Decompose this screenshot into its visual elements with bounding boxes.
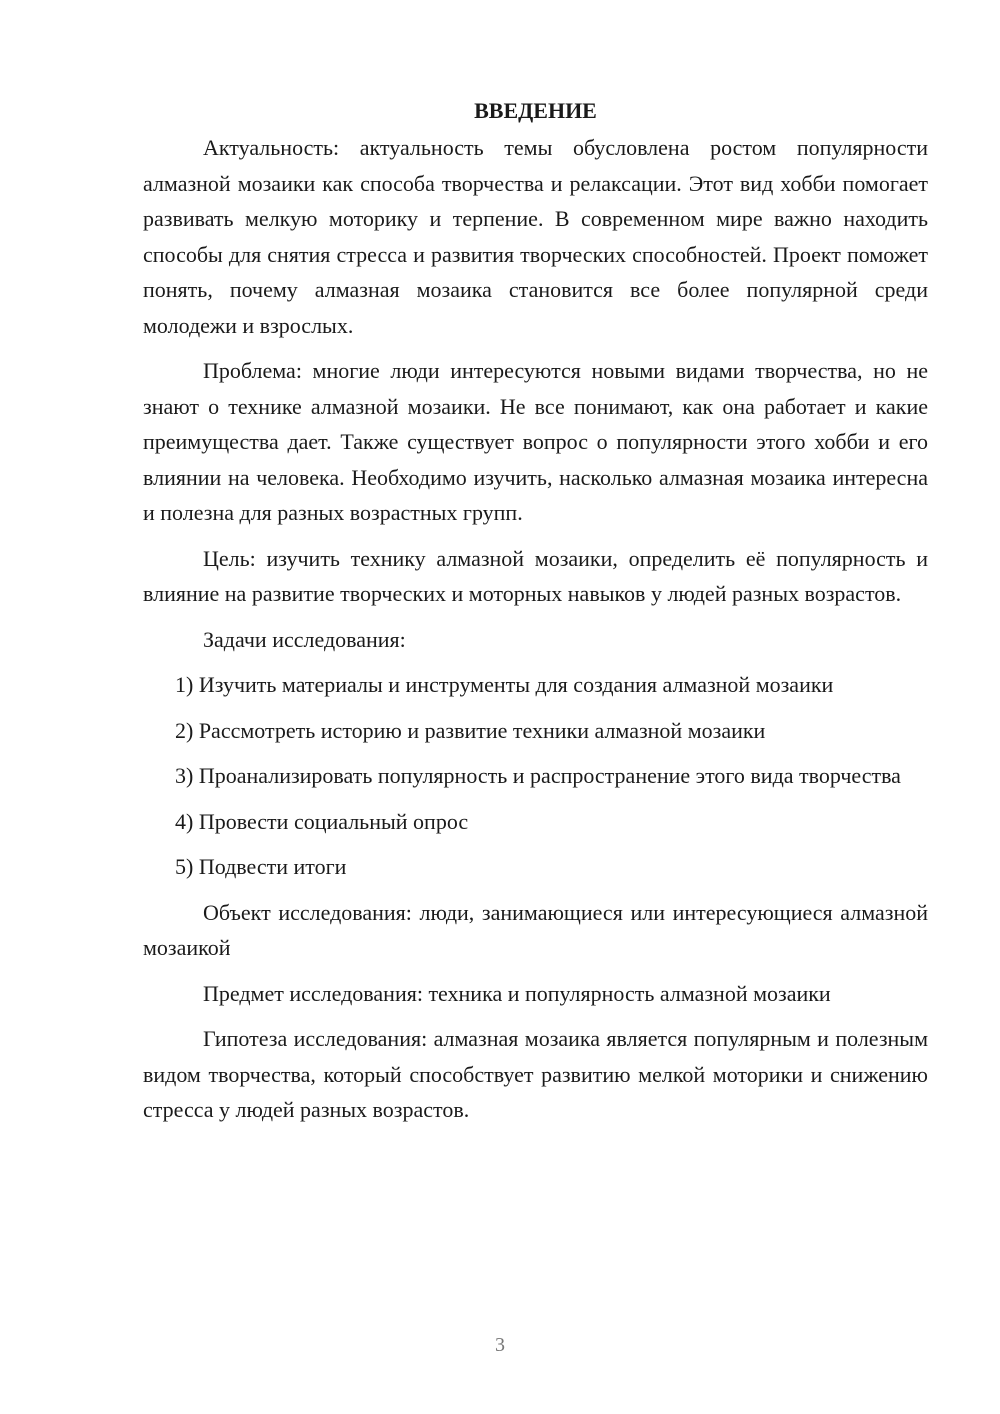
paragraph-subject: Предмет исследования: техника и популярность алмазной мозаики <box>203 980 831 1006</box>
task-item: 5) Подвести итоги <box>175 854 347 879</box>
task-item: 2) Рассмотреть историю и развитие техники алмазной мозаики <box>175 717 766 743</box>
paragraph-problem: Проблема: многие люди интересуются новыми видами творчества, но не знают о технике алмазной мозаики. Не все понимают, как она работает и какие преимущества дает. Также существует вопрос о популярности этого хобби и его влиянии на человека. Необходимо изучить, насколько алмазная мозаика интересна и полезна для разных возрастных групп. <box>143 358 928 525</box>
paragraph-goal: Цель: изучить технику алмазной мозаики, определить её популярность и влияние на развитие творческих и моторных навыков у людей разных возрастов. <box>143 545 928 606</box>
tasks-list <box>143 667 928 885</box>
task-item: 1) Изучить материалы и инструменты для создания алмазной мозаики <box>175 672 834 697</box>
page-number: 3 <box>495 1334 505 1356</box>
tasks-heading: Задачи исследования: <box>203 626 406 652</box>
task-item: 4) Провести социальный опрос <box>175 808 469 834</box>
section-title: ВВЕДЕНИЕ <box>474 98 597 123</box>
paragraph-hypothesis: Гипотеза исследования: алмазная мозаика является популярным и полезным видом творчества, который способствует развитию мелкой моторики и снижению стресса у людей разных возрастов. <box>143 1026 928 1122</box>
paragraph-object: Объект исследования: люди, занимающиеся или интересующиеся алмазной мозаикой <box>143 899 928 960</box>
paragraph-relevance: Актуальность: актуальность темы обусловлена ростом популярности алмазной мозаики как способа творчества и релаксации. Этот вид хобби помогает развивать мелкую моторику и терпение. В современном мире важно находить способы для снятия стресса и развития творческих способностей. Проект поможет понять, почему алмазная мозаика становится все более популярной среди молодежи и взрослых. <box>143 135 928 338</box>
task-item: 3) Проанализировать популярность и распространение этого вида творчества <box>175 763 901 788</box>
document-page <box>143 96 928 1138</box>
